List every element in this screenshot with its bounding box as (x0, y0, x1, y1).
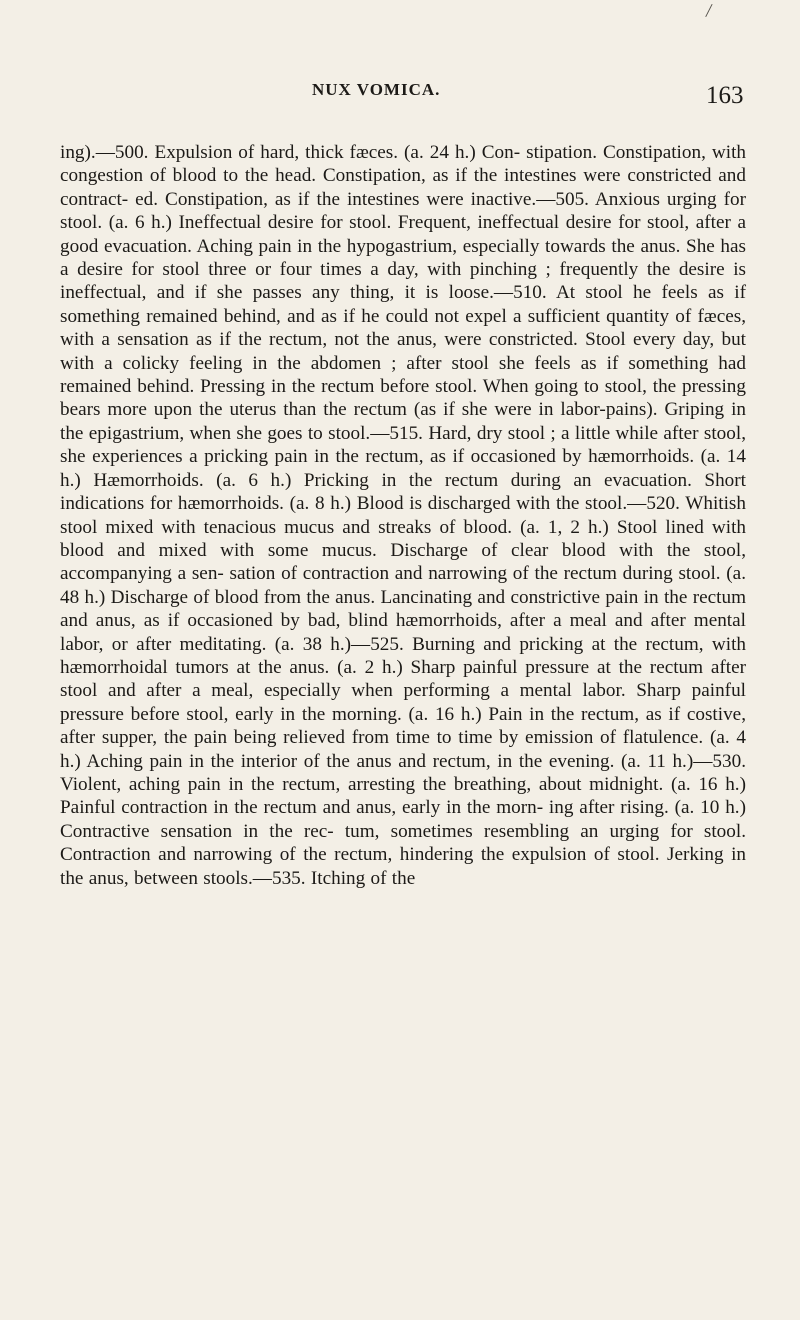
margin-mark: / (704, 0, 714, 23)
page-number: 163 (706, 82, 744, 109)
body-text: ing).—500. Expulsion of hard, thick fæces. (a. 24 h.) Con- stipation. Constipation, with congestion of blood to the head. Constipation, as if the intestines were constricted and contract- ed. Constipation, as if the intestines were inactive.—505. Anxious urging for stool. (a. 6 h.) Ineffectual desire for stool. Frequent, ineffectual desire for stool, after a good evacuation. Aching pain in the hypogastrium, especially towards the anus. She has a desire for stool three or four times a day, with pinching ; frequently the desire is ineffectual, and if she passes any thing, it is loose.—510. At stool he feels as if something remained behind, and as if he could not expel a sufficient quantity of fæces, with a sensation as if the rectum, not the anus, were constricted. Stool every day, but with a colicky feeling in the abdomen ; after stool she feels as if something had remained behind. Pressing in the rectum before stool. When going to stool, the pressing bears more upon the uterus than the rectum (as if she were in labor-pains). Griping in the epigastrium, when she goes to stool.—515. Hard, dry stool ; a little while after stool, she experiences a pricking pain in the rectum, as if occasioned by hæmorrhoids. (a. 14 h.) Hæmorrhoids. (a. 6 h.) Pricking in the rectum during an evacuation. Short indications for hæmorrhoids. (a. 8 h.) Blood is discharged with the stool.—520. Whitish stool mixed with tenacious mucus and streaks of blood. (a. 1, 2 h.) Stool lined with blood and mixed with some mucus. Discharge of clear blood with the stool, accompanying a sen- sation of contraction and narrowing of the rectum during stool. (a. 48 h.) Discharge of blood from the anus. Lancinating and constrictive pain in the rectum and anus, as if occasioned by bad, blind hæmorrhoids, after a meal and after mental labor, or after meditating. (a. 38 h.)—525. Burning and pricking at the rectum, with hæmorrhoidal tumors at the anus. (a. 2 h.) Sharp painful pressure at the rectum after stool and after a meal, especially when performing a mental labor. Sharp painful pressure before stool, early in the morning. (a. 16 h.) Pain in the rectum, as if costive, after supper, the pain being relieved from time to time by emission of flatulence. (a. 4 h.) Aching pain in the interior of the anus and rectum, in the evening. (a. 11 h.)—530. Violent, aching pain in the rectum, arresting the breathing, about midnight. (a. 16 h.) Painful contraction in the rectum and anus, early in the morn- ing after rising. (a. 10 h.) Contractive sensation in the rec- tum, sometimes resembling an urging for stool. Contraction and narrowing of the rectum, hindering the expulsion of stool. Jerking in the anus, between stools.—535. Itching of the (60, 142, 746, 889)
page-header (0, 74, 800, 114)
running-title: NUX VOMICA. (312, 80, 441, 99)
